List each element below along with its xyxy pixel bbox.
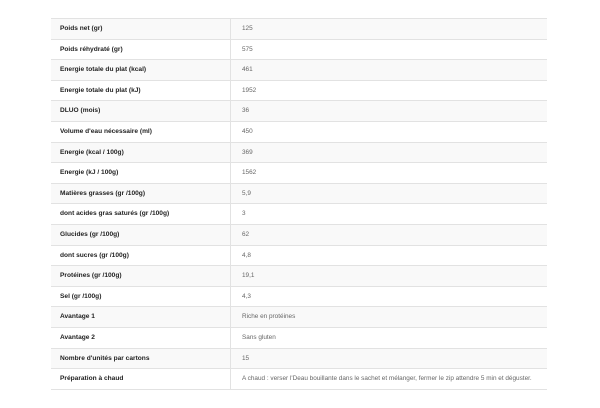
- row-value: 3: [242, 210, 246, 218]
- row-label: Volume d'eau nécessaire (ml): [51, 122, 231, 142]
- row-value: 1952: [242, 86, 257, 94]
- table-row: [51, 204, 547, 225]
- row-label: dont acides gras saturés (gr /100g): [51, 204, 231, 224]
- row-value: Sans gluten: [242, 333, 276, 341]
- table-row: [51, 81, 547, 102]
- row-label: dont sucres (gr /100g): [51, 246, 231, 266]
- row-value: 62: [242, 230, 250, 238]
- row-label: Avantage 1: [51, 307, 231, 327]
- row-label: Poids réhydraté (gr): [51, 40, 231, 60]
- row-value: 15: [242, 354, 250, 362]
- table-row: [51, 40, 547, 61]
- row-value: 1562: [242, 169, 257, 177]
- row-label: Energie (kcal / 100g): [51, 143, 231, 163]
- table-row: [51, 184, 547, 205]
- table-row: [51, 19, 547, 40]
- row-value: 36: [242, 107, 250, 115]
- row-label: Protéines (gr /100g): [51, 266, 231, 286]
- row-label: Energie (kJ / 100g): [51, 163, 231, 183]
- row-label: Matières grasses (gr /100g): [51, 184, 231, 204]
- table-row: [51, 369, 547, 390]
- row-label: Energie totale du plat (kJ): [51, 81, 231, 101]
- row-label: Energie totale du plat (kcal): [51, 60, 231, 80]
- row-label: Nombre d'unités par cartons: [51, 349, 231, 369]
- row-label: Glucides (gr /100g): [51, 225, 231, 245]
- row-value: 369: [242, 148, 253, 156]
- table-row: [51, 143, 547, 164]
- row-value: 450: [242, 127, 253, 135]
- table-row: [51, 101, 547, 122]
- row-value: 575: [242, 45, 253, 53]
- row-value: A chaud : verser l'Deau bouillante dans le sachet et mélanger, fermer le zip attendre 5 min et déguster.: [242, 375, 532, 383]
- row-label: Sel (gr /100g): [51, 287, 231, 307]
- table-row: [51, 246, 547, 267]
- product-specs-table: [51, 18, 547, 390]
- row-value: 4,3: [242, 292, 251, 300]
- row-value: Riche en protéines: [242, 313, 296, 321]
- table-row: [51, 122, 547, 143]
- row-label: DLUO (mois): [51, 101, 231, 121]
- row-value: 19,1: [242, 272, 255, 280]
- table-row: [51, 287, 547, 308]
- table-row: [51, 328, 547, 349]
- row-label: Avantage 2: [51, 328, 231, 348]
- table-row: [51, 349, 547, 370]
- row-value: 4,8: [242, 251, 251, 259]
- row-label: Préparation à chaud: [51, 369, 231, 389]
- row-value: 125: [242, 25, 253, 32]
- row-label: Poids net (gr): [51, 19, 231, 39]
- table-row: [51, 60, 547, 81]
- table-row: [51, 163, 547, 184]
- row-value: 5,9: [242, 189, 251, 197]
- table-row: [51, 225, 547, 246]
- table-row: [51, 307, 547, 328]
- row-value: 461: [242, 66, 253, 74]
- table-row: [51, 266, 547, 287]
